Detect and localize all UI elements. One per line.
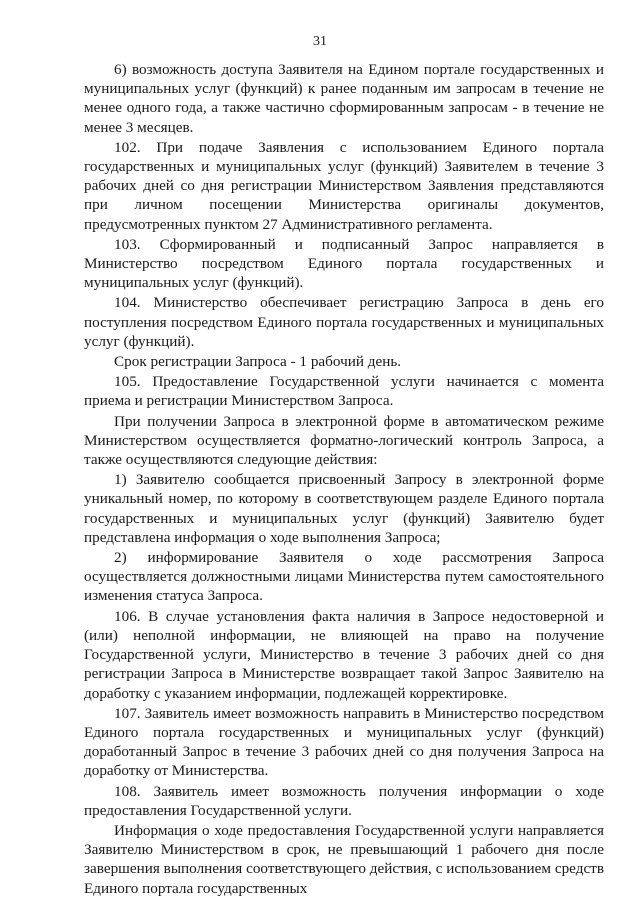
paragraph-item-1: 1) Заявителю сообщается присвоенный Запросу в электронной форме уникальный номер, по которому в соответствующем разделе Единого портала государственных и муниципальных услуг (функций) Заявителю будет представлена информация о ходе выполнения Запроса;	[84, 471, 604, 546]
paragraph-105: 105. Предоставление Государственной услуги начинается с момента приема и регистрации Министерством Запроса.	[84, 373, 604, 410]
paragraph-104: 104. Министерство обеспечивает регистрацию Запроса в день его поступления посредством Единого портала государственных и муниципальных услуг (функций).	[84, 294, 604, 350]
paragraph-progress-info: Информация о ходе предоставления Государственной услуги направляется Заявителю Министерством в срок, не превышающий 1 рабочего дня после завершения выполнения соответствующего действия, с использованием средств Единого портала государственных	[84, 821, 604, 897]
paragraph-107: 107. Заявитель имеет возможность направить в Министерство посредством Единого портала государственных и муниципальных услуг (функций) доработанный Запрос в течение 3 рабочих дней со дня получения Запроса на доработку от Министерства.	[84, 704, 604, 780]
document-body	[84, 60, 604, 899]
paragraph-item-2: 2) информирование Заявителя о ходе рассмотрения Запроса осуществляется должностными лицами Министерства путем самостоятельного изменения статуса Запроса.	[84, 549, 604, 605]
paragraph-103: 103. Сформированный и подписанный Запрос направляется в Министерство посредством Единого портала государственных и муниципальных услуг (функций).	[84, 235, 604, 292]
page-number: 31	[313, 34, 327, 49]
paragraph-106: 106. В случае установления факта наличия в Запросе недостоверной и (или) неполной информации, не влияющей на право на получение Государственной услуги, Министерство в течение 3 рабочих дней со дня регистрации Запроса в Министерстве возвращает такой Запрос Заявителю на доработку с указанием информации, подлежащей корректировке.	[84, 607, 604, 702]
paragraph-registration-term: Срок регистрации Запроса - 1 рабочий день.	[114, 353, 402, 371]
paragraph-102: 102. При подаче Заявления с использованием Единого портала государственных и муниципальных услуг (функций) Заявителем в течение 3 рабочих дней со дня регистрации Министерством Заявления представляются при личном посещении Министерства оригиналы документов, предусмотренных пунктом 27 Административного регламента.	[84, 138, 604, 233]
paragraph-electronic-request: При получении Запроса в электронной форме в автоматическом режиме Министерством осуществляется форматно-логический контроль Запроса, а также осуществляются следующие действия:	[84, 412, 604, 469]
paragraph-108: 108. Заявитель имеет возможность получения информации о ходе предоставления Государственной услуги.	[84, 782, 604, 819]
paragraph-item-6: 6) возможность доступа Заявителя на Едином портале государственных и муниципальных услуг (функций) к ранее поданным им запросам в течение не менее одного года, а также частично сформированным запросам - в течение не менее 3 месяцев.	[84, 61, 604, 136]
